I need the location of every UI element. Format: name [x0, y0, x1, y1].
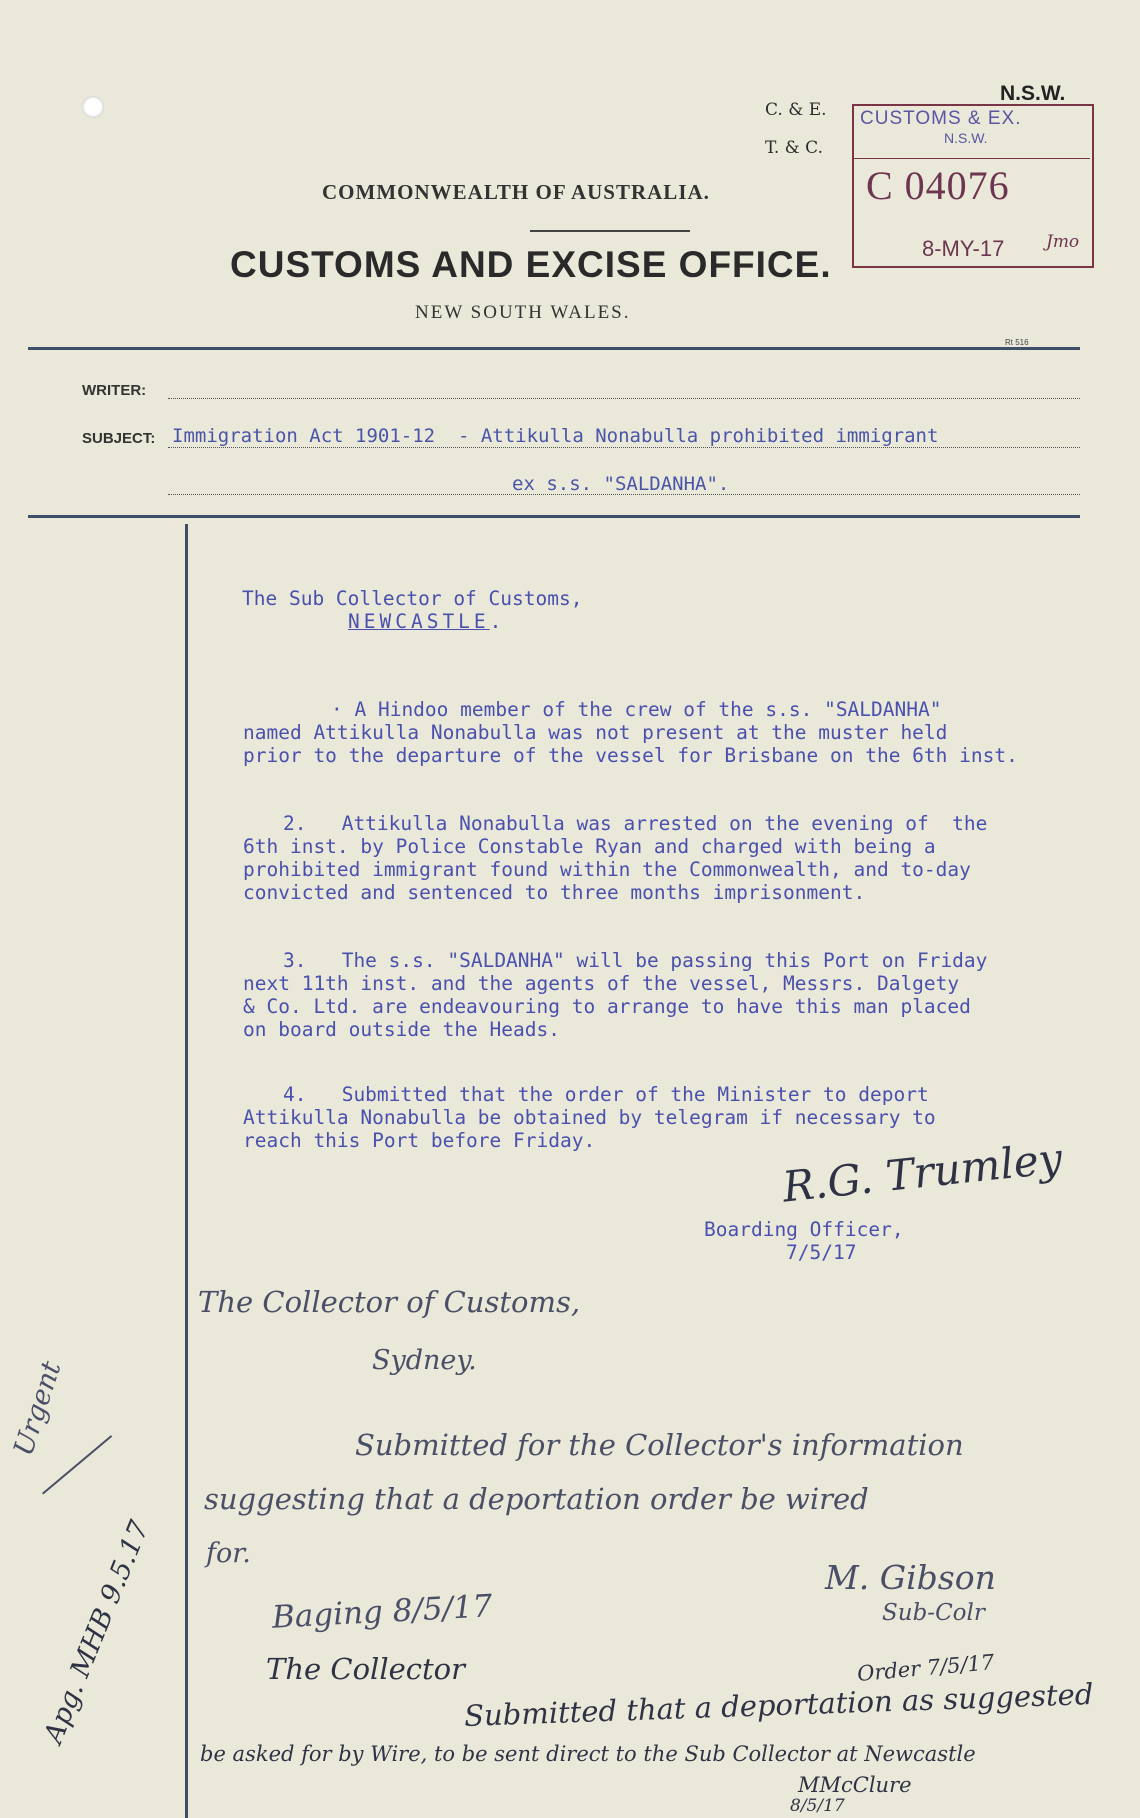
minute1-line-1: Submitted for the Collector's information: [355, 1428, 964, 1462]
stamp-date: 8-MY-17: [922, 236, 1005, 261]
stamp-state: N.S.W.: [944, 130, 988, 146]
minute1-line-2: suggesting that a deportation order be wired: [204, 1482, 869, 1516]
subject-rule-1: [168, 447, 1080, 448]
minute2-line-2: be asked for by Wire, to be sent direct to the Sub Collector at Newcastle: [200, 1742, 976, 1766]
paragraph-3-line: next 11th inst. and the agents of the vessel, Messrs. Dalgety: [243, 972, 960, 995]
paragraph-3-line: & Co. Ltd. are endeavouring to arrange to have this man placed: [243, 995, 971, 1018]
stamp-initials: Jmo: [1046, 232, 1080, 252]
margin-stroke: [42, 1435, 112, 1494]
minute2-addressee: The Collector: [266, 1652, 465, 1686]
paragraph-3: [243, 949, 987, 1041]
paragraph-3-line: on board outside the Heads.: [243, 1018, 560, 1041]
minute2-order-note: Order 7/5/17: [856, 1650, 996, 1686]
minute1-signature: M. Gibson: [825, 1558, 996, 1597]
form-code: Rt 516: [1005, 338, 1029, 347]
paragraph-1-line: prior to the departure of the vessel for Brisbane on the 6th inst.: [243, 744, 1018, 767]
letter-city-line: [348, 610, 501, 633]
paragraph-2-line: convicted and sentenced to three months imprisonment.: [243, 881, 866, 904]
paragraph-1: [243, 698, 1018, 767]
paragraph-4-line: 4. Submitted that the order of the Minister to deport: [283, 1083, 929, 1106]
minute1-place: Sydney.: [372, 1345, 477, 1376]
minute2-initials: Baging 8/5/17: [271, 1588, 494, 1636]
paragraph-2-line: 6th inst. by Police Constable Ryan and charged with being a: [243, 835, 936, 858]
minute2-signature: MMcClure: [798, 1773, 912, 1797]
officer-signature: R.G. Trumley: [780, 1133, 1065, 1212]
minute2-date: 8/5/17: [790, 1796, 845, 1816]
office-title: CUSTOMS AND EXCISE OFFICE.: [230, 244, 832, 285]
stamp-department: CUSTOMS & EX.: [860, 108, 1022, 129]
subject-rule-2: [168, 494, 1080, 495]
title-rule: [530, 230, 690, 232]
tc-label: T. & C.: [765, 138, 823, 158]
paragraph-4-line: Attikulla Nonabulla be obtained by telegram if necessary to: [243, 1106, 936, 1129]
subject-bottom-rule: [28, 515, 1080, 518]
letter-city: NEWCASTLE: [348, 610, 490, 633]
header-rule: [28, 347, 1080, 350]
paragraph-4: [243, 1083, 936, 1152]
punch-hole: [82, 96, 104, 118]
stamp-divider: [854, 158, 1090, 159]
paragraph-4-line: reach this Port before Friday.: [243, 1129, 596, 1152]
paragraph-3-line: 3. The s.s. "SALDANHA" will be passing this Port on Friday: [283, 949, 988, 972]
writer-label: WRITER:: [82, 382, 147, 399]
minute1-line-3: for.: [206, 1538, 251, 1569]
paragraph-2-line: 2. Attikulla Nonabulla was arrested on the evening of the: [283, 812, 988, 835]
writer-line: [168, 398, 1080, 399]
minute2-line-1: Submitted that a deportation as suggested: [463, 1677, 1094, 1733]
subject-line-1: Immigration Act 1901-12 - Attikulla Nonabulla prohibited immigrant: [172, 425, 939, 447]
region-heading: NEW SOUTH WALES.: [415, 302, 631, 323]
letter-city-stop: .: [489, 610, 502, 633]
minute1-title: Sub-Colr: [882, 1600, 985, 1626]
officer-date: 7/5/17: [786, 1241, 857, 1264]
paragraph-2: [243, 812, 987, 904]
officer-title: Boarding Officer,: [704, 1218, 904, 1241]
subject-label: SUBJECT:: [82, 430, 156, 447]
received-stamp: [852, 104, 1094, 268]
minute1-addressee: The Collector of Customs,: [198, 1285, 581, 1319]
letter-addressee: The Sub Collector of Customs,: [242, 587, 583, 610]
paragraph-1-line: named Attikulla Nonabulla was not present at the muster held: [243, 721, 948, 744]
margin-urgent: Urgent: [8, 1357, 68, 1460]
commonwealth-heading: COMMONWEALTH OF AUSTRALIA.: [322, 180, 710, 204]
stamp-number: C 04076: [866, 163, 1010, 208]
state-label: N.S.W.: [1000, 82, 1066, 105]
paragraph-1-line: · A Hindoo member of the crew of the s.s. "SALDANHA": [331, 698, 942, 721]
subject-line-2: ex s.s. "SALDANHA".: [512, 473, 730, 495]
margin-rule: [185, 524, 188, 1818]
margin-approval: Apg. MHB 9.5.17: [38, 1516, 156, 1748]
ce-label: C. & E.: [765, 100, 827, 120]
paragraph-2-line: prohibited immigrant found within the Commonwealth, and to-day: [243, 858, 971, 881]
